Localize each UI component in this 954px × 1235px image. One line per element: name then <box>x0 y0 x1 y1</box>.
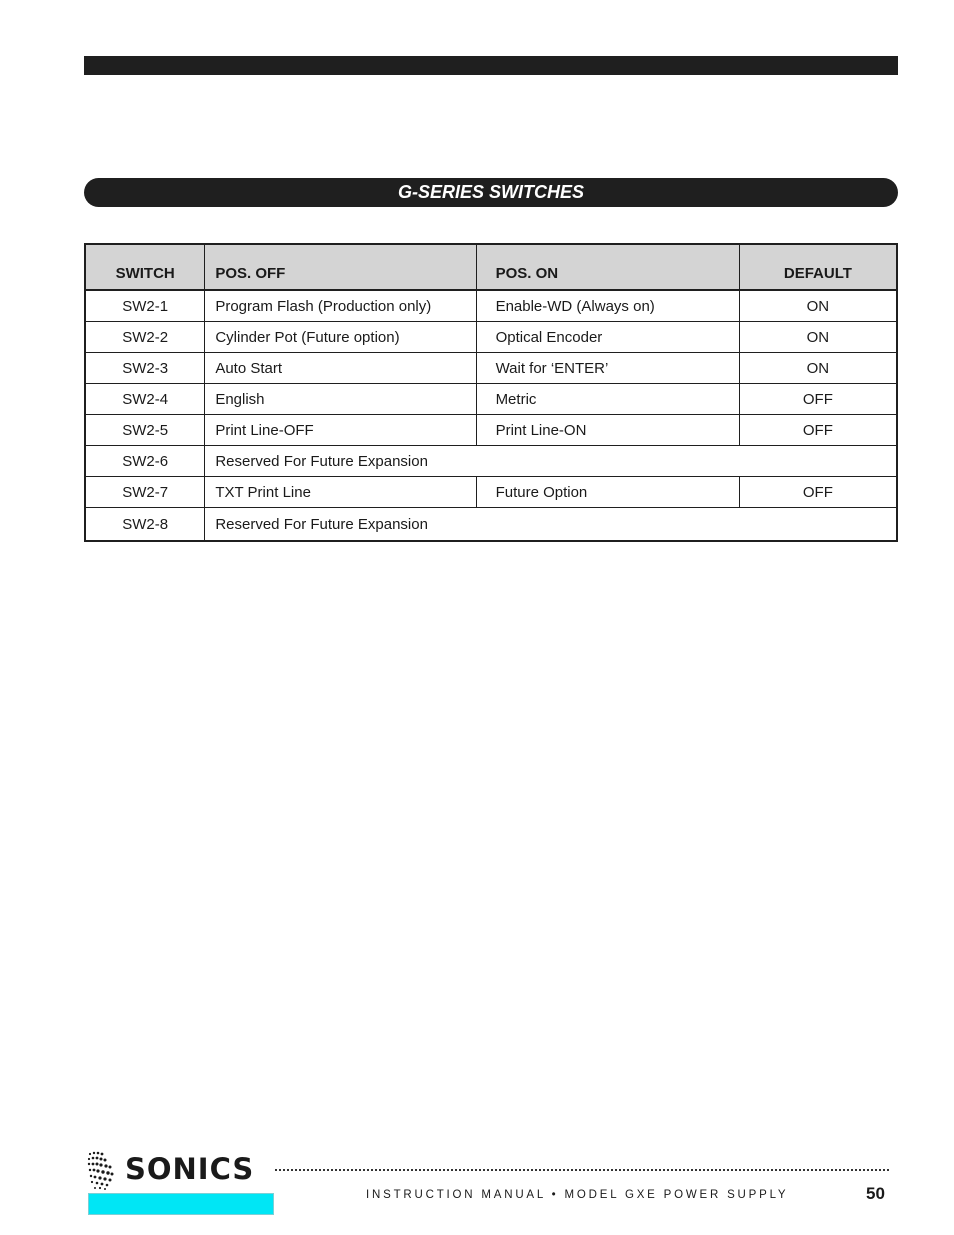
footer-accent-bar <box>88 1193 274 1215</box>
cell-switch: SW2-1 <box>85 290 205 322</box>
cell-switch: SW2-5 <box>85 415 205 446</box>
table-header-row <box>85 244 897 290</box>
table-row <box>85 415 897 446</box>
footer-dotted-rule <box>275 1169 889 1171</box>
table-row <box>85 384 897 415</box>
section-title: G-SERIES SWITCHES <box>84 178 898 207</box>
cell-pos-off: Reserved For Future Expansion <box>205 446 897 477</box>
cell-default: ON <box>739 353 897 384</box>
cell-switch: SW2-3 <box>85 353 205 384</box>
table-row <box>85 446 897 477</box>
header-bar <box>84 56 898 75</box>
cell-pos-on: Print Line-ON <box>476 415 739 446</box>
cell-pos-off: English <box>205 384 476 415</box>
cell-switch: SW2-8 <box>85 508 205 542</box>
table-row <box>85 353 897 384</box>
cell-switch: SW2-4 <box>85 384 205 415</box>
page-number: 50 <box>866 1184 885 1203</box>
cell-pos-off: Print Line-OFF <box>205 415 476 446</box>
cell-pos-off: TXT Print Line <box>205 477 476 508</box>
cell-default: OFF <box>739 384 897 415</box>
cell-switch: SW2-2 <box>85 322 205 353</box>
table-row <box>85 477 897 508</box>
sonics-logo: SONICS <box>125 1152 255 1186</box>
cell-pos-on: Wait for ‘ENTER’ <box>476 353 739 384</box>
cell-default: ON <box>739 322 897 353</box>
cell-pos-on: Optical Encoder <box>476 322 739 353</box>
table-row <box>85 508 897 542</box>
cell-pos-on: Enable-WD (Always on) <box>476 290 739 322</box>
cell-switch: SW2-7 <box>85 477 205 508</box>
cell-pos-off: Cylinder Pot (Future option) <box>205 322 476 353</box>
cell-default: ON <box>739 290 897 322</box>
header-default: DEFAULT <box>739 244 897 290</box>
cell-pos-off: Auto Start <box>205 353 476 384</box>
cell-pos-on: Metric <box>476 384 739 415</box>
footer-caption: INSTRUCTION MANUAL • MODEL GXE POWER SUPPLY <box>366 1189 789 1201</box>
sonics-wave-icon <box>86 1150 116 1190</box>
header-pos-on: POS. ON <box>476 244 739 290</box>
cell-pos-on: Future Option <box>476 477 739 508</box>
header-switch: SWITCH <box>85 244 205 290</box>
table-row <box>85 290 897 322</box>
header-pos-off: POS. OFF <box>205 244 476 290</box>
cell-default: OFF <box>739 415 897 446</box>
cell-switch: SW2-6 <box>85 446 205 477</box>
switch-table <box>84 243 898 542</box>
cell-pos-off: Reserved For Future Expansion <box>205 508 897 542</box>
cell-default: OFF <box>739 477 897 508</box>
table-row <box>85 322 897 353</box>
cell-pos-off: Program Flash (Production only) <box>205 290 476 322</box>
